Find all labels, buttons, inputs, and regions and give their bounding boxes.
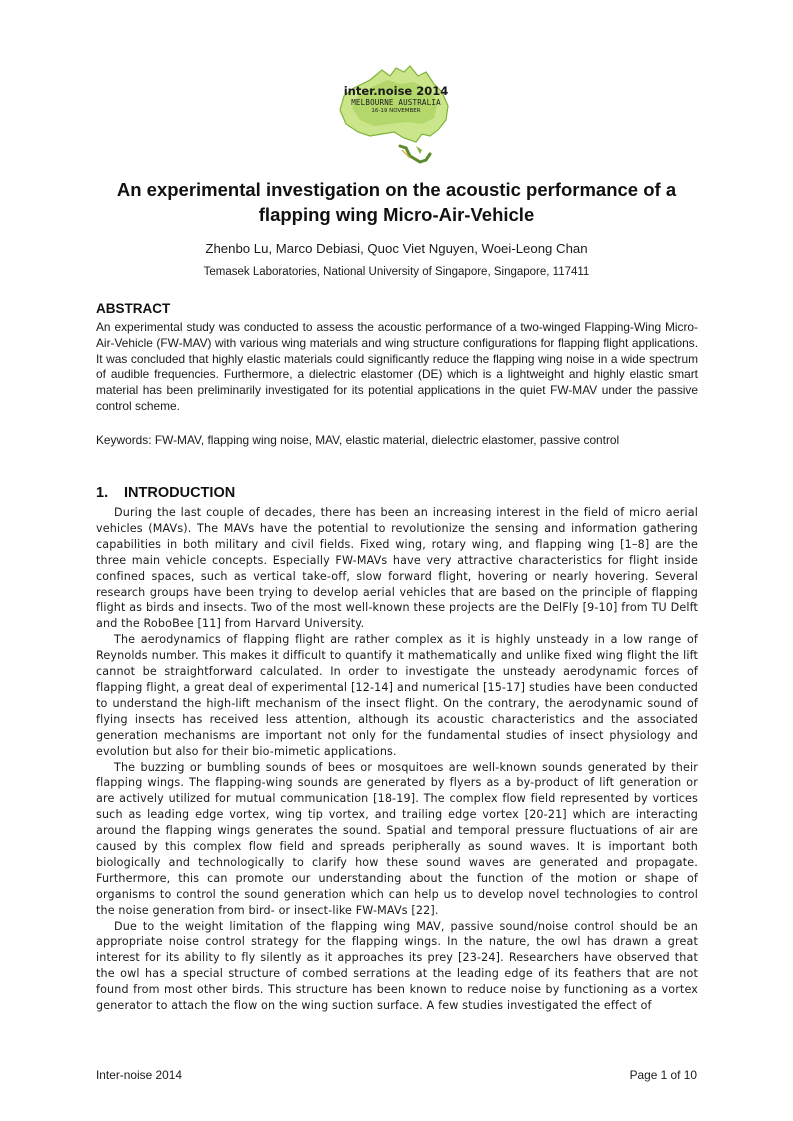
paper-affiliation: Temasek Laboratories, National University of Singapore, Singapore, 117411 bbox=[203, 266, 590, 278]
paper-title-line2: flapping wing Micro-Air-Vehicle bbox=[258, 204, 535, 225]
logo-dates: 16-19 NOVEMBER bbox=[371, 108, 421, 114]
section-title: INTRODUCTION bbox=[124, 485, 236, 501]
paper-title bbox=[96, 177, 697, 227]
paper-title-line1: An experimental investigation on the acoustic performance of a bbox=[116, 179, 677, 200]
introduction-body bbox=[96, 505, 698, 1014]
introduction-heading bbox=[96, 485, 235, 502]
australia-map-icon bbox=[330, 62, 460, 167]
footer-conference: Inter-noise 2014 bbox=[96, 1068, 182, 1082]
logo-location: MELBOURNE AUSTRALIA bbox=[351, 98, 441, 107]
paragraph: During the last couple of decades, there has been an increasing interest in the field of micro aerial vehicles (MAVs). The MAVs have the potential to revolutionize the sensing and information gathering capabilities in both military and civil fields. Fixed wing, rotary wing, and flapping wing [1–8] are the three main vehicle concepts. Especially FW-MAVs have very attractive characteristics for flight inside confined spaces, such as vertical take-off, slow forward flight, hovering or nearly hovering. Several research groups have been trying to develop aerial vehicles that are based on the principle of flapping flight as birds and insects. Two of the most well-known these projects are the DelFly [9-10] from TU Delft and the RoboBee [11] from Harvard University. bbox=[96, 506, 698, 631]
conference-logo bbox=[330, 62, 460, 167]
footer-page-number: Page 1 of 10 bbox=[629, 1068, 697, 1082]
logo-title: inter.noise 2014 bbox=[343, 84, 449, 98]
paragraph: The buzzing or bumbling sounds of bees or mosquitoes are well-known sounds generated by their flapping wings. The flapping-wing sounds are generated by flyers as a by-product of lift generation or are actively utilized for mutual communication [18-19]. The complex flow field represented by vortices such as leading edge vortex, wing tip vortex, and trailing edge vortex [20-21] which are interacting around the flapping wings generates the sound. Spatial and temporal pressure fluctuations of air are caused by this complex flow field and spreads peripherally as sound waves. It is important both biologically and technologically to clarify how these sound waves are generated and propagate. Furthermore, this can promote our understanding about the function of the motion or shape of organisms to control the sound generation which can help us to develop novel technologies to control the noise generation from bird- or insect-like FW-MAVs [22]. bbox=[96, 760, 698, 917]
keywords: Keywords: FW-MAV, flapping wing noise, MAV, elastic material, dielectric elastomer, passive control bbox=[96, 433, 620, 447]
paper-authors: Zhenbo Lu, Marco Debiasi, Quoc Viet Nguyen, Woei-Leong Chan bbox=[205, 241, 588, 256]
paragraph: Due to the weight limitation of the flapping wing MAV, passive sound/noise control should be an appropriate noise control strategy for the flapping wings. In the nature, the owl has drawn a great interest for its ability to fly silently as it approaches its prey [23-24]. Researchers have observed that the owl has a special structure of combed serrations at the leading edge of its feathers that are not found from most other birds. This structure has been known to reduce noise by functioning as a vortex generator to attach the flow on the wing suction surface. A few studies investigated the effect of bbox=[96, 919, 698, 1013]
paragraph: The aerodynamics of flapping flight are rather complex as it is highly unsteady in a low range of Reynolds number. This makes it difficult to quantify it mathematically and unlike fixed wing flight the lift cannot be straightforward calculated. In order to investigate the unsteady aerodynamic forces of flapping flight, a great deal of experimental [12-14] and numerical [15-17] studies have been conducted to understand the high-lift mechanism of the insect flight. On the contrary, the aerodynamic sound of flying insects has received less attention, although its acoustic characteristics and the associated generation mechanisms are important not only for the fundamental studies of insect physiology and evolution but also for their bio-mimetic applications. bbox=[96, 633, 698, 758]
abstract-text: An experimental study was conducted to assess the acoustic performance of a two-winged Flapping-Wing Micro-Air-Vehicle (FW-MAV) with various wing materials and wing structure configurations for flapping flight applications. It was concluded that highly elastic materials could significantly reduce the flapping wing noise in a wide spectrum of audible frequencies. Furthermore, a dielectric elastomer (DE) which is a lightweight and highly elastic smart material has been preliminarily investigated for its potential applications in the quiet FW-MAV under the passive control scheme. bbox=[96, 320, 698, 413]
abstract-heading: ABSTRACT bbox=[96, 301, 171, 316]
section-number: 1. bbox=[96, 485, 109, 501]
